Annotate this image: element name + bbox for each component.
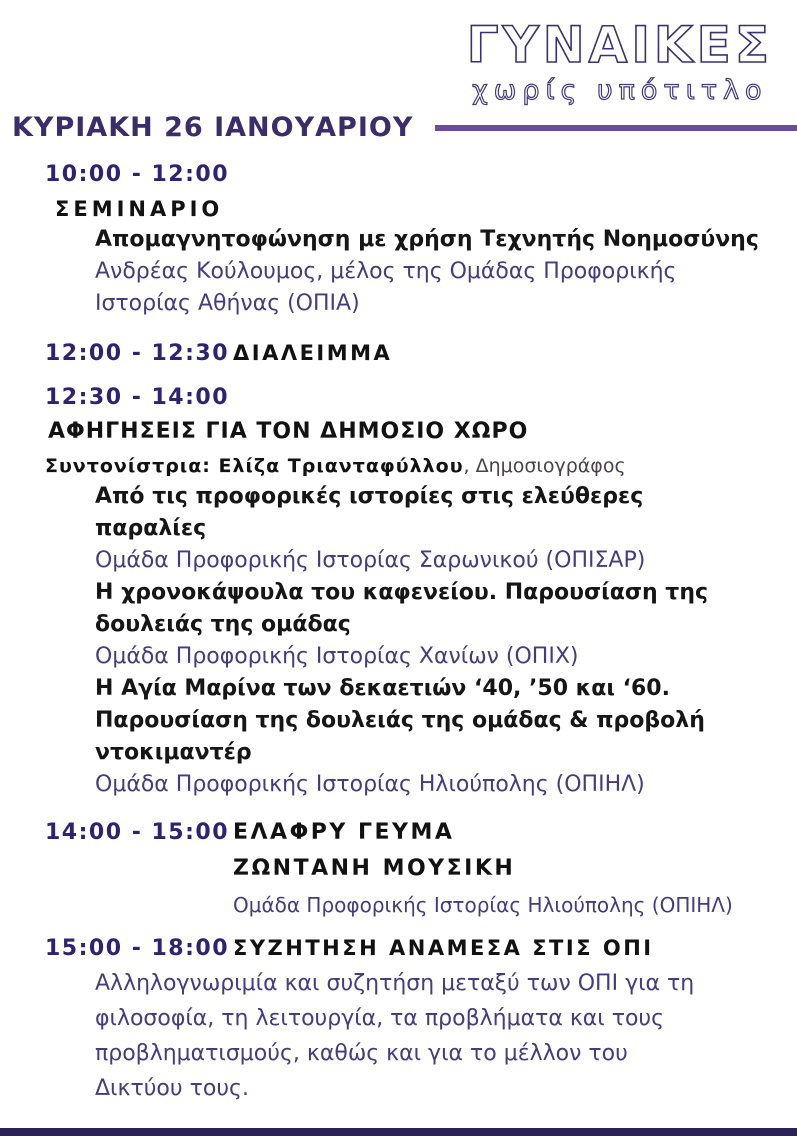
talk-group: Ομάδα Προφορικής Ιστορίας Σαρωνικού (ΟΠΙΣΑΡ) bbox=[95, 548, 646, 573]
schedule-entry-break bbox=[45, 336, 779, 371]
speaker-line: Ανδρέας Κούλουμος, μέλος της Ομάδας Προφορικής bbox=[95, 259, 677, 284]
entry-time: 14:00 - 15:00 bbox=[45, 820, 230, 845]
talk-title-line: Από τις προφορικές ιστορίες στις ελεύθερες bbox=[95, 484, 644, 509]
header-accent-rule bbox=[435, 125, 797, 131]
moderator-line bbox=[45, 451, 779, 481]
schedule-entry-narratives bbox=[45, 381, 779, 801]
entry-label: ΣΥΖΗΤΗΣΗ ΑΝΑΜΕΣΑ ΣΤΙΣ ΟΠΙ bbox=[233, 936, 654, 960]
entry-label: ΕΛΑΦΡΥ ΓΕΥΜΑ bbox=[233, 820, 455, 845]
moderator-role: , Δημοσιογράφος bbox=[463, 455, 626, 477]
entry-time: 12:00 - 12:30 bbox=[45, 341, 230, 366]
entry-category: ΣΕΜΙΝΑΡΙΟ bbox=[55, 197, 224, 221]
brand-logo bbox=[466, 16, 773, 106]
talk-title-line: Η Αγία Μαρίνα των δεκαετιών ‘40, ’50 και ‘60. bbox=[95, 676, 670, 701]
talk-group: Ομάδα Προφορικής Ιστορίας Ηλιούπολης (ΟΠΙΗΛ) bbox=[233, 893, 733, 917]
schedule-entry-lunch bbox=[45, 815, 779, 923]
date-heading: ΚΥΡΙΑΚΗ 26 ΙΑΝΟΥΑΡΙΟΥ bbox=[12, 112, 414, 143]
speaker-line: Ιστορίας Αθήνας (ΟΠΙΑ) bbox=[95, 291, 360, 316]
entry-category: ΑΦΗΓΗΣΕΙΣ ΓΙΑ ΤΟΝ ΔΗΜΟΣΙΟ ΧΩΡΟ bbox=[48, 419, 529, 444]
talk-group: Ομάδα Προφορικής Ιστορίας Χανίων (ΟΠΙΧ) bbox=[95, 644, 579, 669]
schedule bbox=[45, 158, 779, 1106]
entry-time: 12:30 - 14:00 bbox=[45, 385, 230, 410]
talk-title-line: Η χρονοκάψουλα του καφενείου. Παρουσίαση της bbox=[95, 580, 709, 605]
schedule-entry-discussion bbox=[45, 931, 779, 1106]
talk-title-line: δουλειάς της ομάδας bbox=[95, 612, 351, 637]
schedule-entry-seminar bbox=[45, 158, 779, 320]
entry-time: 10:00 - 12:00 bbox=[45, 162, 230, 187]
talk-item bbox=[45, 577, 779, 673]
talk-title-line: Παρουσίαση της δουλειάς της ομάδας & προβολή bbox=[95, 708, 705, 733]
lunch-details bbox=[233, 815, 733, 923]
talk-title-line: ντοκιμαντέρ bbox=[95, 740, 252, 765]
description-line: Αλληλογνωριμία και συζητήση μεταξύ των ΟΠΙ για τη bbox=[95, 971, 695, 996]
talk-title-line: παραλίες bbox=[95, 516, 207, 541]
description-line: Δικτύου τους. bbox=[95, 1076, 249, 1101]
discussion-header bbox=[45, 931, 779, 966]
talk-item bbox=[45, 673, 779, 801]
footer-accent-bar bbox=[0, 1128, 797, 1136]
brand-subtitle: χωρίς υπότιτλο bbox=[472, 75, 768, 106]
entry-time: 15:00 - 18:00 bbox=[45, 936, 230, 961]
entry-label: ΖΩΝΤΑΝΗ ΜΟΥΣΙΚΗ bbox=[233, 856, 516, 881]
entry-label: ΔΙΑΛΕΙΜΜΑ bbox=[233, 341, 393, 365]
talk-title-line: Απομαγνητοφώνηση με χρήση Τεχνητής Νοημοσύνης bbox=[95, 227, 759, 252]
description-line: προβληματισμούς, καθώς και για το μέλλον του bbox=[95, 1041, 628, 1066]
brand-title: ΓΥΝΑΙΚΕΣ bbox=[466, 16, 773, 74]
talk-group: Ομάδα Προφορικής Ιστορίας Ηλιούπολης (ΟΠΙΗΛ) bbox=[95, 772, 645, 797]
talk-item bbox=[45, 481, 779, 577]
description-line: φιλοσοφία, τη λειτουργία, τα προβλήματα και τους bbox=[95, 1006, 665, 1031]
moderator-name: Συντονίστρια: Ελίζα Τριανταφύλλου bbox=[45, 455, 464, 477]
